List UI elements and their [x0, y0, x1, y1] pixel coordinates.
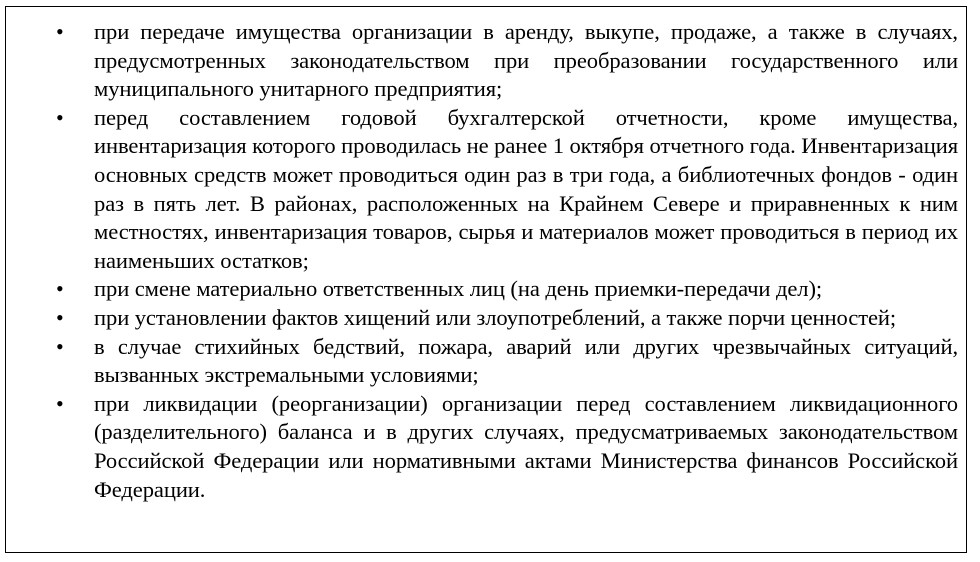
list-item: [56, 390, 958, 504]
list-item-text: при установлении фактов хищений или злоупотреблений, а также порчи ценностей;: [94, 304, 897, 330]
bullet-icon: •: [56, 104, 64, 130]
bullet-list: [56, 18, 958, 504]
list-item: [56, 333, 958, 390]
bullet-icon: •: [56, 19, 64, 44]
list-item: [56, 275, 958, 304]
list-item-text: перед составлением годовой бухгалтерской отчетности, кроме имущества, инвентаризация которого проводилась не ранее 1 октября отчетного года. Инвентаризация основных средств может проводиться один раз в три года, а библиотечных фондов - один раз в пять лет. В районах, расположенных на Крайнем Севере и приравненных к ним местностях, инвентаризация товаров, сырья и материалов может проводиться в период их наименьших остатков;: [94, 104, 958, 273]
list-item-text: при передаче имущества организации в аренду, выкупе, продаже, а также в случаях, предусмотренных законодательством при преобразовании государственного или муниципального унитарного предприятия;: [94, 19, 958, 102]
list-item: [56, 304, 958, 333]
bullet-icon: •: [56, 333, 64, 359]
bullet-icon: •: [56, 304, 64, 330]
list-item-text: при ликвидации (реорганизации) организации перед составлением ликвидационного (разделительного) баланса и в других случаях, предусматриваемых законодательством Российской Федерации или нормативными актами Министерства финансов Российской Федерации.: [94, 390, 958, 502]
document-frame: [5, 6, 967, 553]
list-item: [56, 104, 958, 276]
list-item: [56, 18, 958, 104]
list-item-text: в случае стихийных бедствий, пожара, аварий или других чрезвычайных ситуаций, вызванных экстремальными условиями;: [94, 333, 958, 388]
list-item-text: при смене материально ответственных лиц (на день приемки-передачи дел);: [94, 276, 823, 302]
bullet-icon: •: [56, 276, 64, 302]
bullet-icon: •: [56, 390, 64, 416]
